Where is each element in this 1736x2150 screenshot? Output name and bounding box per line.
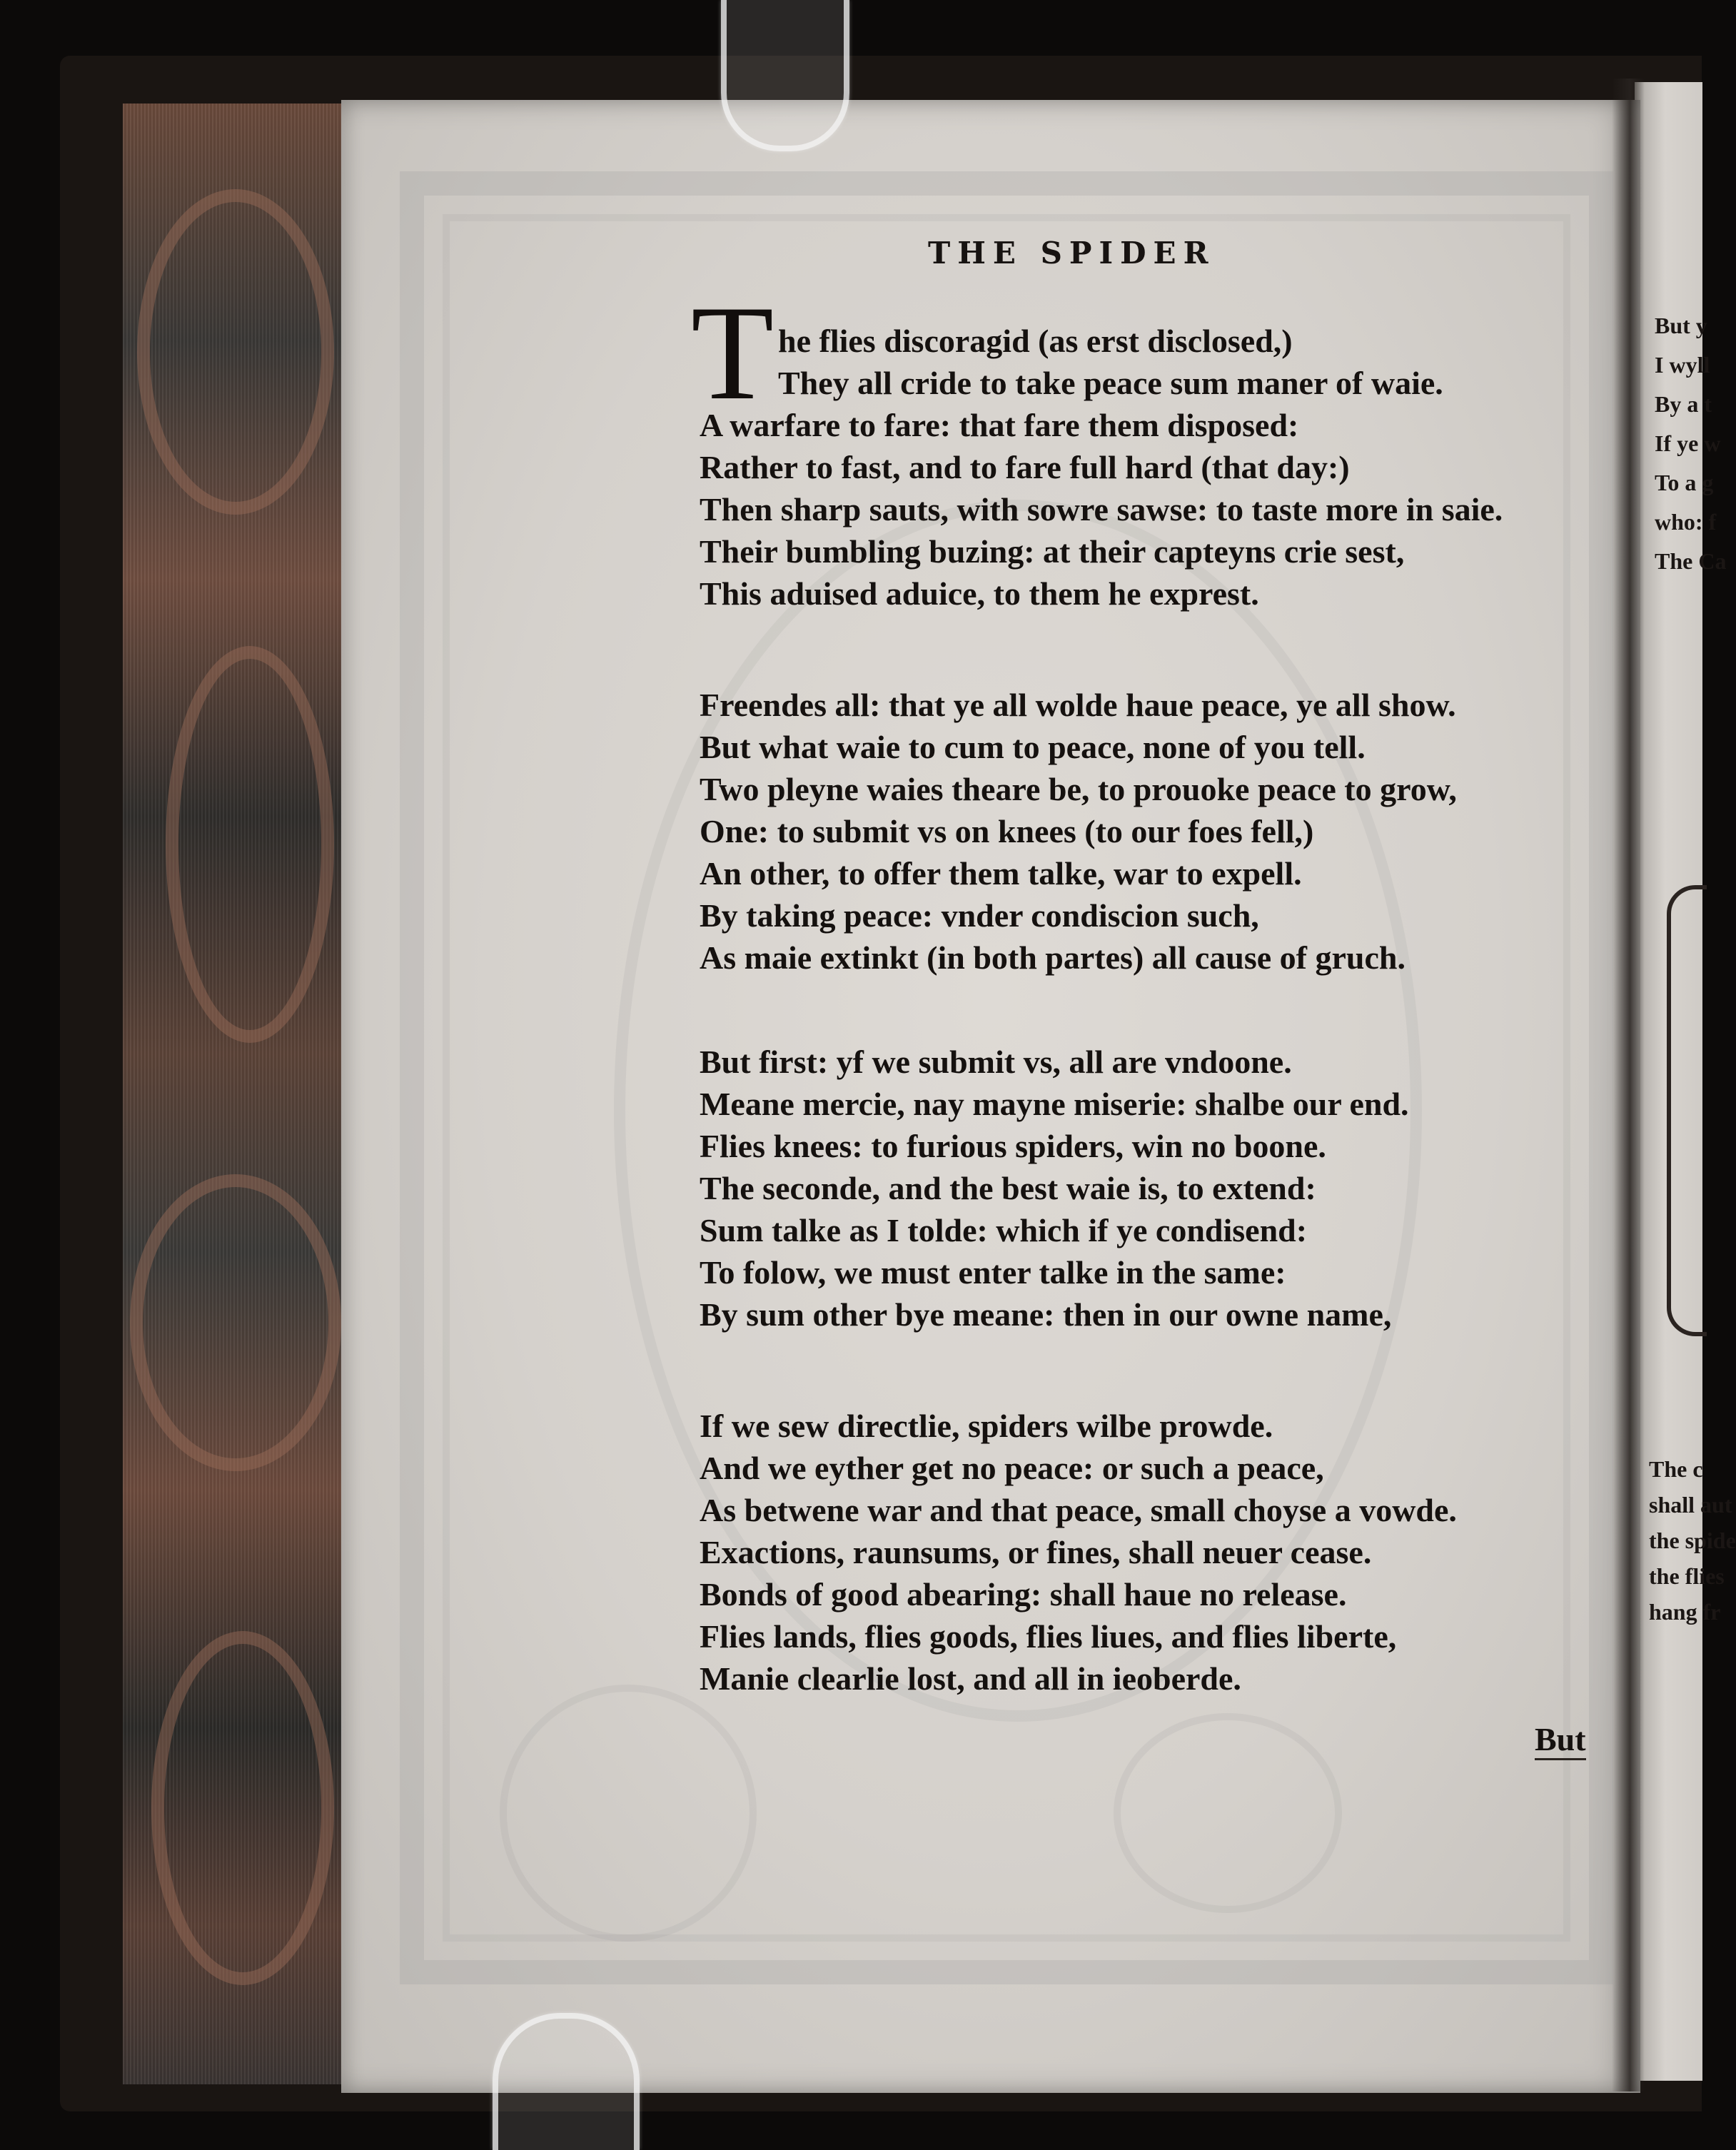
page-clip-top xyxy=(721,0,849,151)
facing-line: shall aut xyxy=(1649,1492,1732,1518)
drop-cap: T xyxy=(691,278,774,428)
facing-line: To a g xyxy=(1655,470,1714,495)
facing-line: who: f xyxy=(1655,509,1717,535)
poem-line: If we sew directlie, spiders wilbe prowde. xyxy=(700,1408,1273,1444)
marbling-swirl xyxy=(151,1631,334,1985)
poem-line: Their bumbling buzing: at their capteyns crie sest, xyxy=(700,533,1405,570)
poem-line: By taking peace: vnder condiscion such, xyxy=(700,897,1259,934)
poem-line: Flies lands, flies goods, flies liues, and flies liberte, xyxy=(700,1618,1397,1655)
marbling-swirl xyxy=(137,189,334,515)
poem-line: They all cride to take peace sum maner of waie. xyxy=(778,365,1443,401)
facing-line: the spide xyxy=(1649,1528,1736,1553)
poem-line: The seconde, and the best waie is, to extend: xyxy=(700,1170,1316,1206)
facing-line: If ye w xyxy=(1655,430,1721,456)
poem-line: As betwene war and that peace, small choyse a vowde. xyxy=(700,1492,1457,1528)
poem-line: An other, to offer them talke, war to expell. xyxy=(700,855,1302,892)
facing-line: the flies xyxy=(1649,1563,1725,1589)
facing-line: But y xyxy=(1655,313,1707,338)
facing-line: I wyll xyxy=(1655,352,1710,378)
marbling-swirl xyxy=(130,1174,341,1471)
poem-line: Bonds of good abearing: shall haue no release. xyxy=(700,1576,1347,1612)
marbled-page-edges xyxy=(123,104,350,2084)
poem-line: And we eyther get no peace: or such a peace, xyxy=(700,1450,1324,1486)
poem-line: One: to submit vs on knees (to our foes fell,) xyxy=(700,813,1314,849)
poem-line: Sum talke as I tolde: which if ye condisend: xyxy=(700,1212,1308,1248)
poem-line: Meane mercie, nay mayne miserie: shalbe our end. xyxy=(700,1086,1409,1122)
facing-page-woodcut xyxy=(1667,885,1707,1336)
facing-line: The Ca xyxy=(1655,548,1727,574)
catchword: But xyxy=(1535,1720,1586,1760)
poem-line: Then sharp sauts, with sowre sawse: to taste more in saie. xyxy=(700,491,1503,528)
poem-line: As maie extinkt (in both partes) all cause of gruch. xyxy=(700,939,1406,976)
poem-line: By sum other bye meane: then in our owne name, xyxy=(700,1296,1392,1333)
marbling-swirl xyxy=(166,646,334,1043)
facing-line: The c xyxy=(1649,1456,1703,1482)
poem-line: Freendes all: that ye all wolde haue peace, ye all show. xyxy=(700,687,1456,723)
poem-line: To folow, we must enter talke in the same: xyxy=(700,1254,1286,1291)
poem-line: A warfare to fare: that fare them disposed: xyxy=(700,407,1299,443)
facing-line: By a t xyxy=(1655,391,1712,417)
poem-line: Rather to fast, and to fare full hard (that day:) xyxy=(700,449,1350,485)
poem-line: But what waie to cum to peace, none of you tell. xyxy=(700,729,1366,765)
poem-line: he flies discoragid (as erst disclosed,) xyxy=(778,323,1293,359)
page-clip-bottom xyxy=(493,2013,640,2150)
show-through-ornament xyxy=(1114,1713,1342,1913)
show-through-ornament xyxy=(500,1685,757,1942)
running-head: THE SPIDER xyxy=(928,236,1216,271)
poem-line: Exactions, raunsums, or fines, shall neuer cease. xyxy=(700,1534,1372,1570)
poem-line: Two pleyne waies theare be, to prouoke peace to grow, xyxy=(700,771,1457,807)
book-gutter xyxy=(1612,79,1645,2091)
poem-line: Manie clearlie lost, and all in ieoberde. xyxy=(700,1660,1241,1697)
poem-line: But first: yf we submit vs, all are vndoone. xyxy=(700,1044,1292,1080)
poem-line: This aduised aduice, to them he exprest. xyxy=(700,575,1259,612)
facing-line: hang fr xyxy=(1649,1599,1721,1625)
poem-line: Flies knees: to furious spiders, win no boone. xyxy=(700,1128,1326,1164)
